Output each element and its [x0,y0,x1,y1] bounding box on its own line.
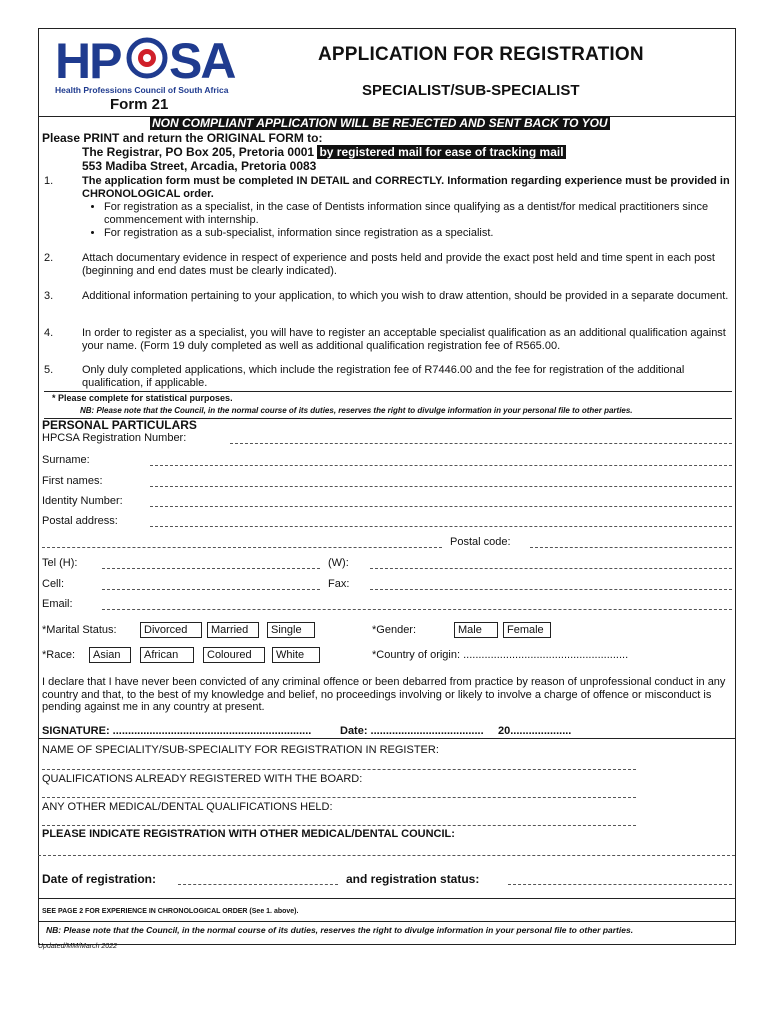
registrar-address [82,145,566,159]
registrar-address-line1: The Registrar, PO Box 205, Pretoria 0001 [82,145,315,159]
personal-particulars-heading: PERSONAL PARTICULARS [42,418,197,432]
qualifications-registered-field[interactable] [42,797,636,798]
footer-divider [38,921,735,922]
footer-divider [38,898,735,899]
date-of-registration-label: Date of registration: [42,872,157,886]
email-label: Email: [42,598,73,610]
logo-subtitle: Health Professions Council of South Africa [55,85,229,95]
postal-address-label: Postal address: [42,515,118,527]
gender-option-male[interactable]: Male [454,622,498,638]
svg-text:HP: HP [55,34,121,84]
signature-date-field[interactable]: Date: ..................................... [340,725,484,737]
tel-home-field[interactable] [102,568,320,569]
marital-status-label: *Marital Status: [42,624,117,636]
qualifications-registered-label: QUALIFICATIONS ALREADY REGISTERED WITH THE BOARD: [42,773,363,785]
race-option-asian[interactable]: Asian [89,647,131,663]
registered-mail-highlight: by registered mail for ease of tracking mail [319,145,564,159]
other-council-field[interactable] [38,855,735,856]
instruction-5: Only duly completed applications, which include the registration fee of R7446.00 and the fee for registration of the additional qualification, if applicable. [82,364,685,389]
marital-option-single[interactable]: Single [267,622,315,638]
tel-work-label: (W): [328,557,349,569]
surname-field[interactable] [150,465,732,466]
street-address: 553 Madiba Street, Arcadia, Pretoria 0083 [82,159,317,173]
race-option-white[interactable]: White [272,647,320,663]
email-field[interactable] [102,609,732,610]
hpcsa-logo-mark [55,34,240,84]
nb-note: NB: Please note that the Council, in the normal course of its duties, reserves the right to divulge information in your personal file to other parties. [80,406,633,415]
race-option-coloured[interactable]: Coloured [203,647,265,663]
first-names-label: First names: [42,475,103,487]
declaration-text: I declare that I have never been convicted of any criminal offence or been debarred from practice by reason of unprofessional conduct in any country and that, to the best of my knowledge and belief, no proceedings involving or likely to involve a charge of offence or misconduct is pending against me in any country at present. [42,676,726,713]
speciality-field[interactable] [42,769,636,770]
instruction-number: 1. [44,175,54,187]
non-compliant-banner: NON COMPLIANT APPLICATION WILL BE REJECTED AND SENT BACK TO YOU [152,116,608,130]
marital-option-married[interactable]: Married [207,622,259,638]
other-qualifications-label: ANY OTHER MEDICAL/DENTAL QUALIFICATIONS HELD: [42,801,333,813]
instruction-3: Additional information pertaining to your application, to which you wish to draw attention, should be provided in a separate document. [82,290,729,302]
postal-address-field[interactable] [150,526,732,527]
instruction-number: 2. [44,252,54,264]
marital-option-divorced[interactable]: Divorced [140,622,202,638]
form-number: Form 21 [110,96,169,113]
other-qualifications-field[interactable] [42,825,636,826]
registration-status-field[interactable] [508,884,732,885]
registration-number-label: HPCSA Registration Number: [42,432,187,444]
postal-code-field[interactable] [530,547,732,548]
other-council-label: PLEASE INDICATE REGISTRATION WITH OTHER MEDICAL/DENTAL COUNCIL: [42,828,455,840]
instruction-2: Attach documentary evidence in respect of experience and posts held and provide the exact post held and time spent in each post (beginning and end dates must be clearly indicated). [82,252,715,277]
speciality-label: NAME OF SPECIALITY/SUB-SPECIALITY FOR REGISTRATION IN REGISTER: [42,744,439,756]
footer-nb-note: NB: Please note that the Council, in the normal course of its duties, reserves the right to divulge information in your personal file to other parties. [46,925,634,935]
postal-code-label: Postal code: [450,536,511,548]
tel-home-label: Tel (H): [42,557,78,569]
signature-year-field[interactable]: 20.................... [498,725,572,737]
section-divider [38,738,735,739]
svg-text:SA: SA [169,34,235,84]
fax-field[interactable] [370,589,732,590]
page-title: APPLICATION FOR REGISTRATION [318,44,644,65]
surname-label: Surname: [42,454,90,466]
instruction-1-text: The application form must be completed IN DETAIL and CORRECTLY. Information regarding experience must be provided in CHRONOLOGICAL order. [82,175,730,200]
signature-field[interactable]: SIGNATURE: ................................................................. [42,725,312,737]
cell-label: Cell: [42,578,65,590]
postal-address-field-2[interactable] [42,547,442,548]
instruction-1-bullet: • For registration as a sub-specialist, information since registration as a specialist. [104,227,730,240]
see-page-2-note: SEE PAGE 2 FOR EXPERIENCE IN CHRONOLOGICAL ORDER (See 1. above). [42,908,299,915]
fax-label: Fax: [328,578,350,590]
instruction-number: 4. [44,327,54,339]
race-option-african[interactable]: African [140,647,194,663]
gender-option-female[interactable]: Female [503,622,551,638]
cell-field[interactable] [102,589,320,590]
date-of-registration-field[interactable] [178,884,338,885]
instruction-1 [82,175,730,240]
identity-number-label: Identity Number: [42,495,123,507]
tel-work-field[interactable] [370,568,732,569]
page-subtitle: SPECIALIST/SUB-SPECIALIST [362,82,580,99]
instruction-1-bullet: • For registration as a specialist, in the case of Dentists information since qualifying as a dentist/for medical practitioners since commencement with internship. [104,201,730,227]
identity-number-field[interactable] [150,506,732,507]
gender-label: *Gender: [372,624,417,636]
instruction-4: In order to register as a specialist, you will have to register an acceptable specialist qualification as an additional qualification against your name. (Form 19 duly completed as well as additional qualification registration fee of R565.00. [82,327,726,352]
updated-note: Updated/MM/March 2022 [38,943,117,950]
first-names-field[interactable] [150,486,732,487]
race-label: *Race: [42,649,76,661]
hpcsa-logo [55,34,240,94]
instruction-number: 3. [44,290,54,302]
statistical-note: * Please complete for statistical purposes. [52,393,233,403]
return-instructions: Please PRINT and return the ORIGINAL FORM to: [42,131,323,145]
registration-number-field[interactable] [230,443,732,444]
instruction-number: 5. [44,364,54,376]
registration-status-label: and registration status: [346,872,480,886]
country-of-origin-field[interactable]: *Country of origin: ...................................................... [372,649,629,661]
